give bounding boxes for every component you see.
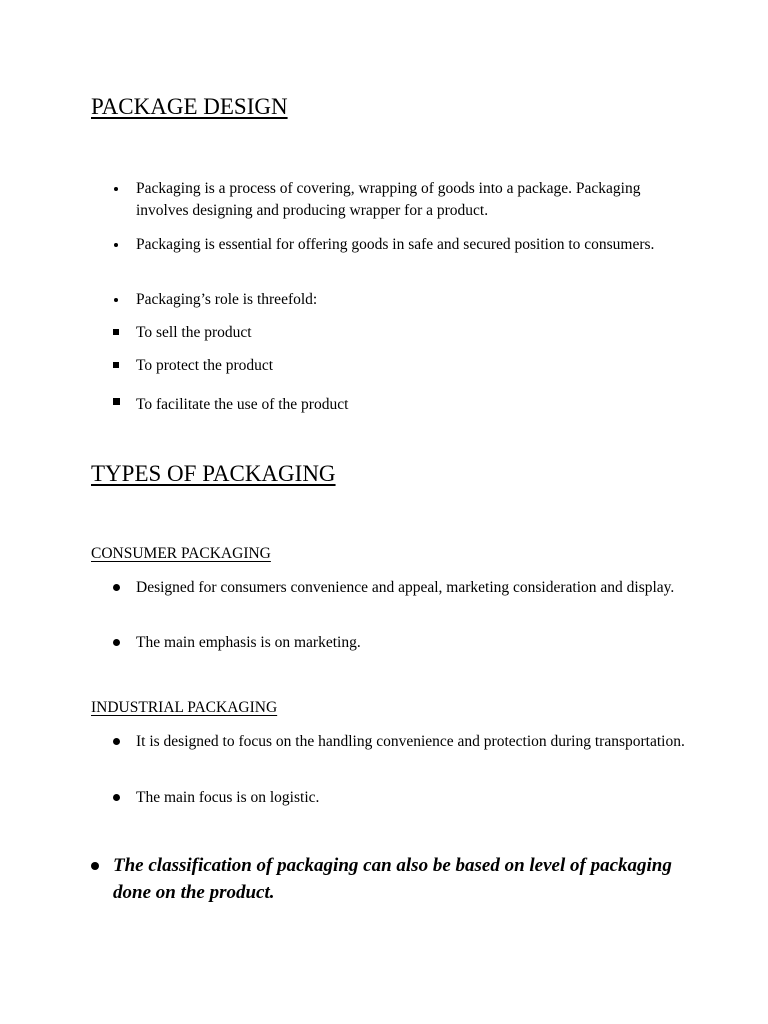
list-item [112,577,692,599]
list-item [112,234,692,256]
list-item [112,289,692,311]
list-item-role [112,322,692,344]
list-item-text: Packaging is a process of covering, wrapping of goods into a package. Packaging involves designing and producing wrapper for a product. [136,180,641,219]
list-item-text: To facilitate the use of the product [136,396,349,413]
list-item-text: Packaging’s role is threefold: [136,291,318,308]
list-item [112,787,692,809]
list-item-text: The main emphasis is on marketing. [136,634,361,651]
list-item-text: It is designed to focus on the handling convenience and protection during transportation. [136,733,685,750]
heading-industrial-packaging: INDUSTRIAL PACKAGING [91,699,278,716]
closing-note [88,852,688,906]
list-item-role [112,394,692,416]
list-item [112,178,692,222]
list-item-role [112,355,692,377]
heading-types-of-packaging: TYPES OF PACKAGING [91,461,336,486]
heading-consumer-packaging: CONSUMER PACKAGING [91,545,271,562]
list-item-text: To protect the product [136,357,274,374]
closing-note-text: The classification of packaging can also be based on level of packaging done on the product. [113,855,672,903]
list-item-text: Designed for consumers convenience and appeal, marketing consideration and display. [136,579,675,596]
list-item-text: Packaging is essential for offering goods in safe and secured position to consumers. [136,236,655,253]
list-item [112,632,692,654]
heading-package-design: PACKAGE DESIGN [91,94,288,119]
list-item-text: To sell the product [136,324,252,341]
list-item-text: The main focus is on logistic. [136,789,320,806]
list-item [112,731,692,753]
